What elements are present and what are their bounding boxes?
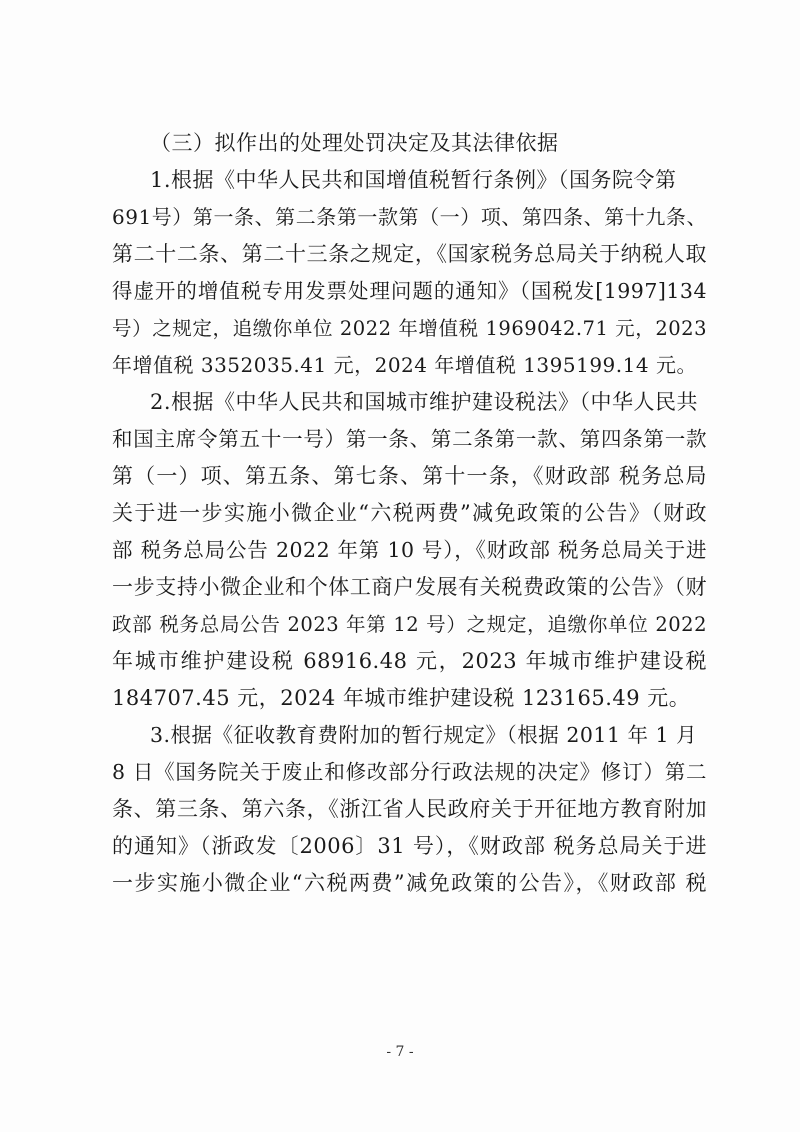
paragraph-2 [112, 384, 707, 717]
paragraph-line: 部 税务总局公告 2022 年第 10 号），《财政部 税务总局关于进 [112, 538, 707, 562]
paragraph-line: 691号）第一条、第二条第一款第（一）项、第四条、第十九条、 [112, 205, 707, 229]
paragraph-line: 年增值税 3352035.41 元，2024 年增值税 1395199.14 元。 [112, 353, 697, 377]
paragraph-line: 2.根据《中华人民共和国城市维护建设税法》（中华人民共 [150, 390, 699, 414]
document-body [112, 125, 707, 902]
paragraph-line: 年城市维护建设税 68916.48 元，2023 年城市维护建设税 [112, 649, 707, 673]
paragraph-line: 的通知》（浙政发〔2006〕31 号），《财政部 税务总局关于进 [112, 834, 707, 858]
paragraph-line: 184707.45 元，2024 年城市维护建设税 123165.49 元。 [112, 686, 691, 710]
paragraph-line: 条、第三条、第六条，《浙江省人民政府关于开征地方教育附加 [112, 797, 707, 821]
paragraph-line: 得虚开的增值税专用发票处理问题的通知》（国税发[1997]134 [112, 279, 707, 303]
paragraph-line: 关于进一步实施小微企业“六税两费”减免政策的公告》（财政 [112, 501, 707, 525]
paragraph-line: 和国主席令第五十一号）第一条、第二条第一款、第四条第一款 [112, 427, 707, 451]
paragraph-line: 第二十二条、第二十三条之规定，《国家税务总局关于纳税人取 [112, 242, 707, 266]
paragraph-3 [112, 717, 707, 902]
paragraph-line: 一步支持小微企业和个体工商户发展有关税费政策的公告》（财 [112, 575, 707, 599]
paragraph-line: 政部 税务总局公告 2023 年第 12 号）之规定，追缴你单位 2022 [112, 613, 707, 636]
paragraph-line: 8 日《国务院关于废止和修改部分行政法规的决定》修订）第二 [112, 760, 707, 784]
paragraph-1 [112, 162, 707, 384]
paragraph-line: 一步实施小微企业“六税两费”减免政策的公告》，《财政部 税 [112, 871, 707, 895]
section-heading: （三）拟作出的处理处罚决定及其法律依据 [150, 131, 559, 155]
paragraph-line: 第（一）项、第五条、第七条、第十一条，《财政部 税务总局 [112, 464, 707, 488]
paragraph-line: 3.根据《征收教育费附加的暂行规定》（根据 2011 年 1 月 [150, 723, 698, 747]
page-number: - 7 - [386, 1044, 414, 1060]
paragraph-line: 1.根据《中华人民共和国增值税暂行条例》（国务院令第 [150, 168, 677, 192]
paragraph-line: 号）之规定，追缴你单位 2022 年增值税 1969042.71 元，2023 [112, 317, 707, 340]
